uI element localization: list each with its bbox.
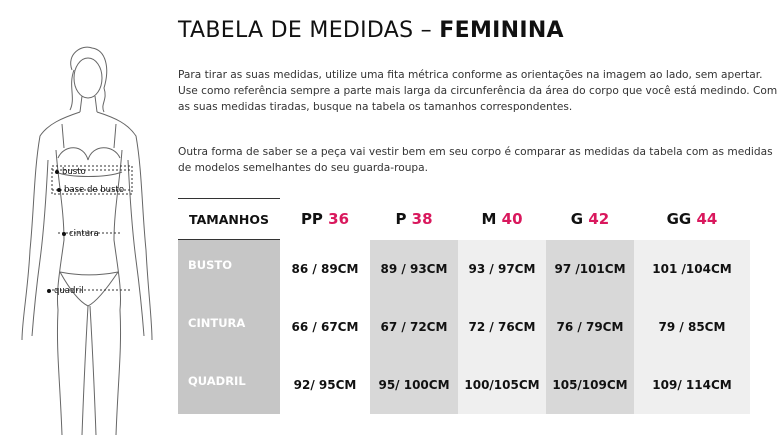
dot-icon: [57, 188, 61, 192]
base-busto-marker: [57, 185, 124, 195]
row-label-text: BUSTO: [188, 258, 233, 272]
row-label-text: CINTURA: [188, 316, 246, 330]
table-cell: 67 / 72CM: [370, 298, 458, 356]
size-name: PP: [300, 210, 323, 228]
table-row-cintura: [178, 298, 750, 356]
size-header-pp: [280, 199, 370, 240]
compare-paragraph: Outra forma de saber se a peça vai vestir bem em seu corpo é comparar as medidas da tabela com as medidas de modelos semelhantes do seu guarda-roupa.: [178, 146, 773, 174]
size-number: 42: [588, 210, 610, 228]
page-title: [178, 18, 564, 43]
table-cell: 109/ 114CM: [634, 356, 750, 414]
table-cell: 79 / 85CM: [634, 298, 750, 356]
table-row-quadril: [178, 356, 750, 414]
table-cell: 105/109CM: [546, 356, 634, 414]
body-figure: [0, 40, 165, 435]
size-name: G: [570, 210, 584, 228]
table-cell: 89 / 93CM: [370, 240, 458, 299]
table-cell: 76 / 79CM: [546, 298, 634, 356]
size-number: 40: [501, 210, 523, 228]
table-cell: 72 / 76CM: [458, 298, 546, 356]
table-cell: 86 / 89CM: [280, 240, 370, 299]
title-bold: FEMININA: [439, 18, 564, 43]
size-name: P: [395, 210, 407, 228]
cintura-marker: [62, 229, 99, 239]
busto-label: busto: [62, 167, 86, 177]
table-cell: 95/ 100CM: [370, 356, 458, 414]
cintura-label: cintura: [69, 229, 99, 239]
table-cell: 97 /101CM: [546, 240, 634, 299]
table-cell: 100/105CM: [458, 356, 546, 414]
size-header-m: [458, 199, 546, 240]
table-cell: 92/ 95CM: [280, 356, 370, 414]
size-number: 36: [328, 210, 350, 228]
size-name: M: [481, 210, 497, 228]
dot-icon: [62, 232, 66, 236]
row-label-busto: [178, 240, 280, 299]
table-header-row: [178, 199, 750, 240]
size-number: 44: [696, 210, 718, 228]
header-label: TAMANHOS: [178, 199, 280, 240]
quadril-label: quadril: [54, 286, 84, 296]
table-cell: 101 /104CM: [634, 240, 750, 299]
busto-marker: [55, 167, 86, 177]
size-header-g: [546, 199, 634, 240]
table-cell: 66 / 67CM: [280, 298, 370, 356]
intro-paragraph: Para tirar as suas medidas, utilize uma fita métrica conforme as orientações na imagem ao lado, sem apertar. Use como referência sempre a parte mais larga da circunferência da área do corpo que você está medindo. Com as suas medidas tiradas, busque na tabela os tamanhos correspondentes.: [178, 69, 778, 113]
dot-icon: [47, 289, 51, 293]
row-label-text: QUADRIL: [188, 374, 246, 388]
base-busto-label: base de busto: [64, 185, 125, 195]
row-label-quadril: [178, 356, 280, 414]
size-table: [178, 198, 750, 414]
size-number: 38: [411, 210, 433, 228]
table-row-busto: [178, 240, 750, 299]
quadril-marker: [47, 286, 84, 296]
dot-icon: [55, 170, 59, 174]
title-light: TABELA DE MEDIDAS –: [178, 18, 440, 43]
table-cell: 93 / 97CM: [458, 240, 546, 299]
size-header-gg: [634, 199, 750, 240]
size-header-p: [370, 199, 458, 240]
row-label-cintura: [178, 298, 280, 356]
size-name: GG: [666, 210, 692, 228]
